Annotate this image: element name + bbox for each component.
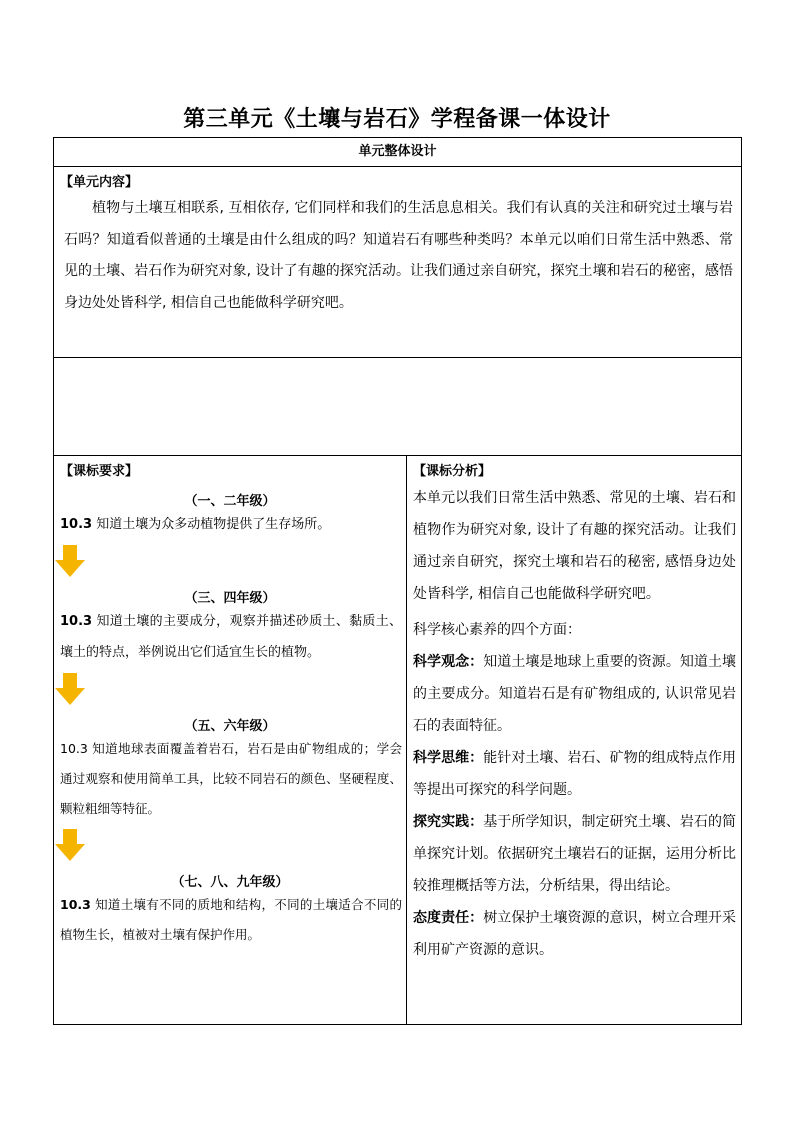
standard-code: 10.3 (60, 517, 93, 532)
grade-heading-5-6: （五、六年级） (184, 719, 276, 734)
table-header: 单元整体设计 (54, 138, 742, 167)
analysis-intro: 本单元以我们日常生活中熟悉、常见的土壤、岩石和植物作为研究对象, 设计了有趣的探究活动。让我们通过亲自研究，探究土壤和岩石的秘密, 感悟身边处处皆科学, 相信自己也能做科学研究吧。 (413, 490, 737, 602)
down-arrow-icon (54, 673, 86, 705)
curriculum-analysis-cell (407, 456, 742, 1025)
curriculum-requirements-label: 【课标要求】 (60, 464, 139, 479)
down-arrow-icon (54, 545, 86, 577)
grade-heading-7-9: （七、八、九年级） (171, 875, 289, 890)
standard-text (54, 734, 406, 824)
standard-desc: 知道土壤有不同的质地和结构，不同的土壤适合不同的植物生长，植被对土壤有保护作用。 (60, 897, 402, 942)
unit-design-table (53, 137, 742, 1025)
unit-content-cell (54, 167, 742, 358)
literacy-key: 科学观念： (413, 654, 484, 670)
standard-code: 10.3 (60, 741, 88, 756)
curriculum-analysis-label: 【课标分析】 (413, 464, 492, 479)
standard-text (54, 890, 406, 950)
standard-text (54, 606, 406, 668)
literacy-desc: 能针对土壤、岩石、矿物的组成特点作用等提出可探究的科学问题。 (413, 750, 737, 798)
grade-heading-1-2: （一、二年级） (184, 494, 276, 509)
down-arrow-icon (54, 829, 86, 861)
blank-cell (54, 358, 742, 456)
literacy-item (407, 742, 741, 806)
curriculum-requirements-cell (54, 456, 407, 1025)
literacy-key: 探究实践： (413, 814, 484, 830)
literacy-desc: 知道土壤是地球上重要的资源。知道土壤的主要成分。知道岩石是有矿物组成的, 认识常见岩石的表面特征。 (413, 654, 737, 734)
grade-heading-3-4: （三、四年级） (184, 591, 276, 606)
literacy-item (407, 806, 741, 902)
literacy-desc: 基于所学知识，制定研究土壤、岩石的简单探究计划。依据研究土壤岩石的证据，运用分析比较推理概括等方法，分析结果，得出结论。 (413, 814, 737, 894)
standard-desc: 知道地球表面覆盖着岩石，岩石是由矿物组成的；学会通过观察和使用简单工具，比较不同岩石的颜色、坚硬程度、颗粒粗细等特征。 (60, 741, 402, 816)
literacy-item (407, 646, 741, 742)
unit-content-label: 【单元内容】 (60, 175, 139, 190)
standard-text (54, 509, 406, 540)
literacy-key: 科学思维： (413, 750, 484, 766)
standard-code: 10.3 (60, 897, 91, 912)
literacy-key: 态度责任： (413, 910, 484, 926)
unit-content-text: 植物与土壤互相联系, 互相依存, 它们同样和我们的生活息息相关。我们有认真的关注和研究过土壤与岩石吗？知道看似普通的土壤是由什么组成的吗？知道岩石有哪些种类吗？本单元以咱们日常生活中熟悉、常见的土壤、岩石作为研究对象, 设计了有趣的探究活动。让我们通过亲自研究，探究土壤和岩石的秘密，感悟身边处处皆科学, 相信自己也能做科学研究吧。 (64, 200, 734, 311)
page-title: 第三单元《土壤与岩石》学程备课一体设计 (183, 107, 611, 132)
standard-code: 10.3 (60, 614, 93, 629)
standard-desc: 知道土壤为众多动植物提供了生存场所。 (92, 517, 331, 532)
literacy-title: 科学核心素养的四个方面： (413, 622, 581, 638)
standard-desc: 知道土壤的主要成分，观察并描述砂质土、黏质土、壤土的特点，举例说出它们适宜生长的植物。 (60, 614, 402, 660)
literacy-item (407, 902, 741, 966)
literacy-desc: 树立保护土壤资源的意识，树立合理开采利用矿产资源的意识。 (413, 910, 737, 958)
